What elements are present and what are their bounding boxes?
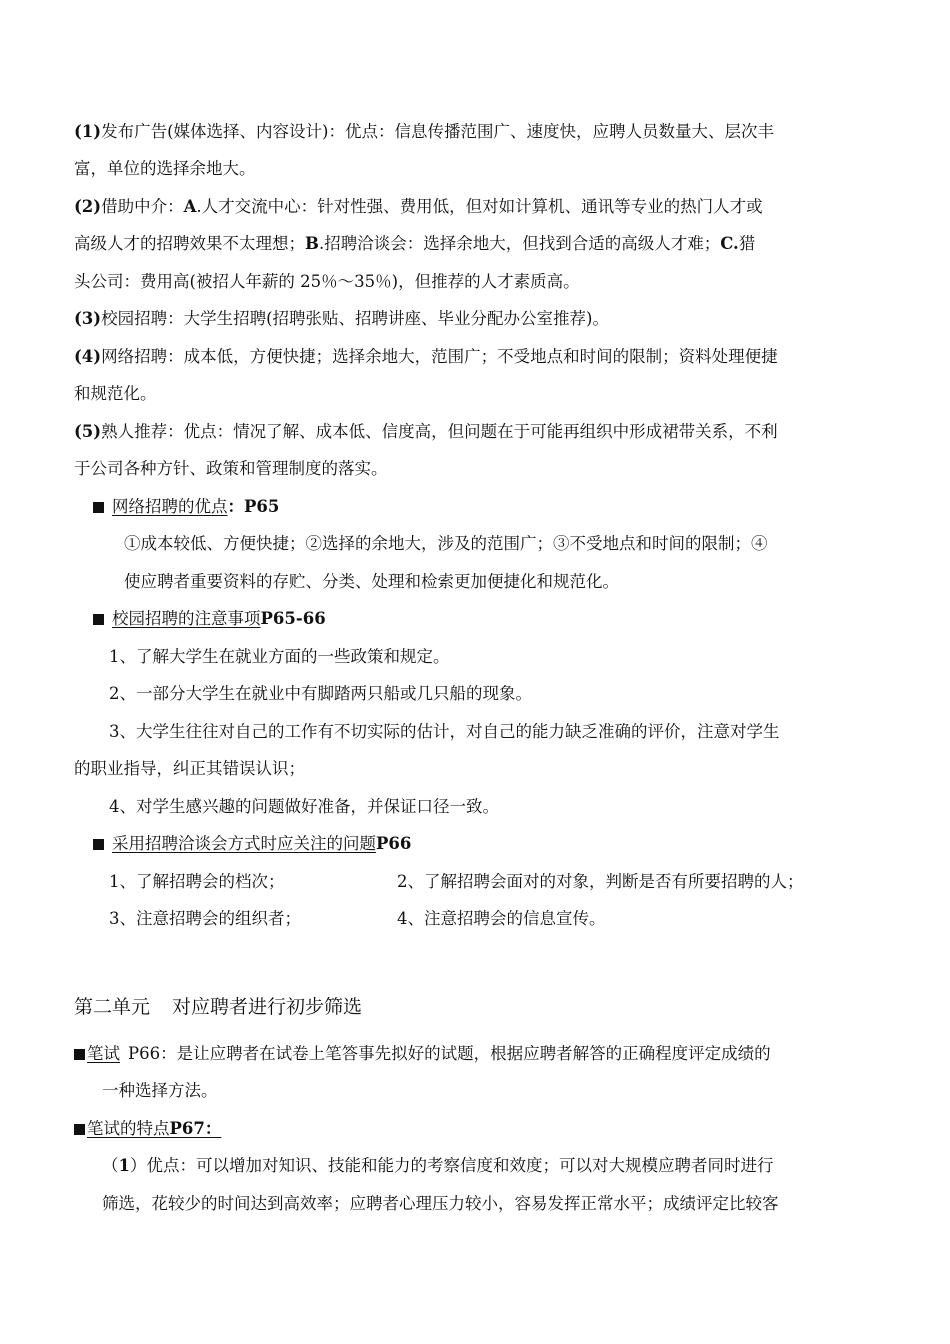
square-bullet-icon — [74, 1049, 85, 1060]
section-campus-recruiting-notes — [93, 608, 326, 630]
unit-heading: 第二单元 对应聘者进行初步筛选 — [74, 996, 363, 1018]
term-title: 笔试 — [87, 1044, 120, 1063]
square-bullet-icon — [93, 839, 104, 850]
section-title: 采用招聘洽谈会方式时应关注的问题 — [112, 834, 376, 853]
section-2-item-2: 2、一部分大学生在就业中有脚踏两只船或几只船的现象。 — [109, 684, 532, 703]
item-number: (1) — [74, 122, 102, 141]
page-reference: P66 — [376, 834, 412, 853]
item-number: (3) — [74, 309, 102, 328]
section-1-line-2: 使应聘者重要资料的存贮、分类、处理和检索更加便捷化和规范化。 — [124, 572, 619, 591]
written-test-features-line-1: （1）优点：可以增加对知识、技能和能力的考察信度和效度；可以对大规模应聘者同时进行 — [102, 1156, 774, 1175]
square-bullet-icon — [93, 614, 104, 625]
section-title: 校园招聘的注意事项 — [112, 609, 261, 628]
term-title: 笔试的特点 — [87, 1119, 170, 1138]
item-5-line-2: 于公司各种方针、政策和管理制度的落实。 — [74, 459, 388, 478]
item-number: (4) — [74, 347, 102, 366]
item-4-line-1: (4)网络招聘：成本低，方便快捷；选择余地大，范围广；不受地点和时间的限制；资料处理便捷 — [74, 347, 778, 366]
item-2-line-3: 头公司：费用高(被招人年薪的 25％～35％)，但推荐的人才素质高。 — [74, 272, 580, 291]
section-2-item-3-line-1: 3、大学生往往对自己的工作有不切实际的估计，对自己的能力缺乏准确的评价，注意对学生 — [109, 722, 780, 741]
section-title: 网络招聘的优点 — [112, 497, 228, 516]
section-3-item-3: 3、注意招聘会的组织者； — [109, 909, 301, 928]
item-1-line-1: (1)发布广告(媒体选择、内容设计)：优点：信息传播范围广、速度快，应聘人员数量大、层次丰 — [74, 122, 774, 141]
item-2-line-2: 高级人才的招聘效果不太理想；B.招聘洽谈会：选择余地大，但找到合适的高级人才难；C.猎 — [74, 234, 756, 253]
section-2-item-3-line-2: 的职业指导，纠正其错误认识； — [74, 759, 305, 778]
section-online-recruiting-advantages — [93, 496, 279, 518]
item-2-line-1: (2)借助中介：A.人才交流中心：针对性强、费用低，但对如计算机、通讯等专业的热门人才或 — [74, 197, 763, 216]
page-reference: P65-66 — [260, 609, 326, 628]
section-2-item-1: 1、了解大学生在就业方面的一些政策和规定。 — [109, 647, 450, 666]
item-1-line-2: 富，单位的选择余地大。 — [74, 159, 256, 178]
written-test-features-line-2: 筛选，花较少的时间达到高效率；应聘者心理压力较小，容易发挥正常水平；成绩评定比较客 — [102, 1194, 779, 1213]
section-job-fair-concerns — [93, 833, 411, 855]
section-2-item-4: 4、对学生感兴趣的问题做好准备，并保证口径一致。 — [109, 797, 499, 816]
page-reference: ：P65 — [227, 497, 280, 516]
square-bullet-icon — [74, 1124, 85, 1135]
section-1-line-1: ①成本较低、方便快捷；②选择的余地大，涉及的范围广；③不受地点和时间的限制；④ — [124, 534, 768, 553]
section-3-item-4: 4、注意招聘会的信息宣传。 — [397, 909, 606, 928]
written-test-definition-line-2: 一种选择方法。 — [102, 1081, 218, 1100]
section-3-item-2: 2、了解招聘会面对的对象，判断是否有所要招聘的人； — [397, 872, 804, 891]
section-3-item-1: 1、了解招聘会的档次； — [109, 872, 285, 891]
item-4-line-2: 和规范化。 — [74, 384, 157, 403]
square-bullet-icon — [93, 502, 104, 513]
written-test-features-heading — [74, 1118, 221, 1140]
item-number: (2) — [74, 197, 102, 216]
item-3-line-1: (3)校园招聘：大学生招聘(招聘张贴、招聘讲座、毕业分配办公室推荐)。 — [74, 309, 609, 328]
written-test-definition-line-1: 笔试 P66：是让应聘者在试卷上笔答事先拟好的试题，根据应聘者解答的正确程度评定成绩的 — [74, 1043, 771, 1065]
item-number: (5) — [74, 422, 102, 441]
item-5-line-1: (5)熟人推荐：优点：情况了解、成本低、信度高，但问题在于可能再组织中形成裙带关系，不利 — [74, 422, 778, 441]
page-reference: P67： — [169, 1119, 222, 1138]
